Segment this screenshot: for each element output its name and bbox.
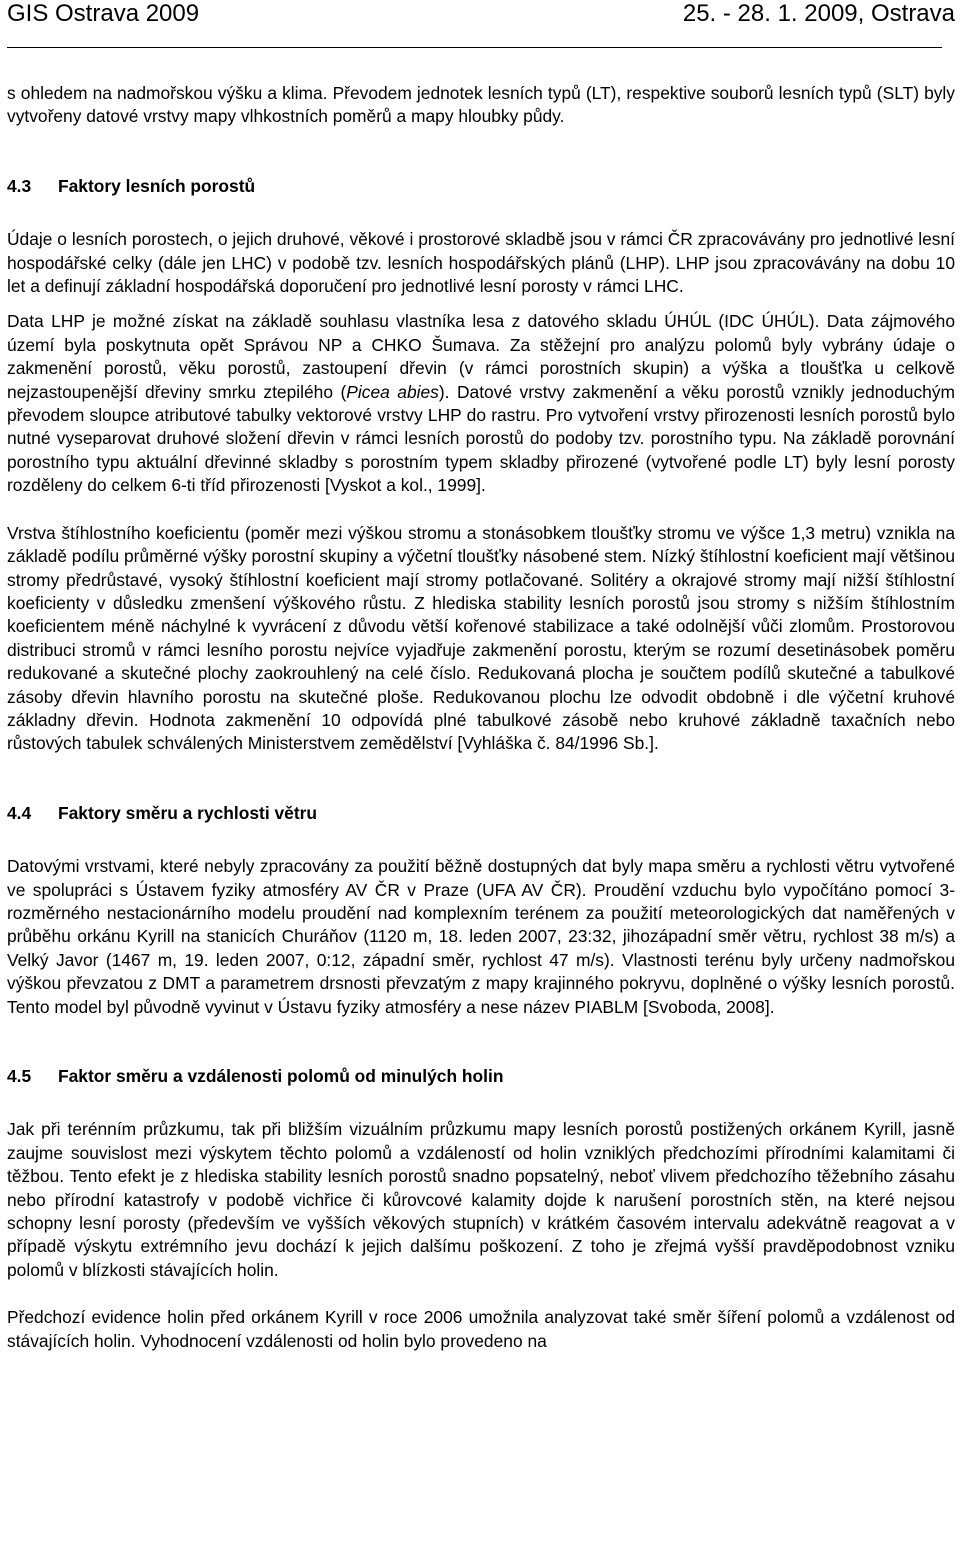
section-number: 4.3 (7, 175, 32, 196)
header-date-location: 25. - 28. 1. 2009, Ostrava (682, 0, 955, 27)
paragraph-4-5-1: Jak při terénním průzkumu, tak při bližším vizuálním průzkumu mapy lesních porostů postižených orkánem Kyrill, jasně zaujme souvislost mezi výskytem těchto polomů a vzdáleností od holin vzniklých předchozími přírodními kalamitami či těžbou. Tento efekt je z hlediska stability lesních porostů snadno popsatelný, neboť vlivem předchozího těžebního zásahu nebo přírodní katastrofy v podobě vichřice či kůrovcové kalamity dojde k narušení porostních stěn, na které nejsou schopny lesní porosty (především ve vyšších věkových stupních) v krátkém časovém intervalu adekvátně reagovat a v případě výskytu extrémního jevu dochází k jejich dalšímu poškození. Z toho je zřejmá vyšší pravděpodobnost vzniku polomů v blízkosti stávajících holin. (7, 1119, 955, 1280)
section-title: Faktory lesních porostů (58, 175, 256, 196)
header-conference-title: GIS Ostrava 2009 (7, 0, 200, 27)
section-number: 4.5 (7, 1066, 32, 1086)
paragraph-text: ). Datové vrstvy zakmenění a věku porostů vznikly jednoduchým převodem sloupce atributové tabulky vektorové vrstvy LHP do rastru. Pro vytvoření vrstvy přirozenosti lesních porostů bylo nutné vyseparovat druhové složení dřevin v rámci lesních porostů do podoby tzv. porostního typu. Na základě porovnání porostního typu aktuální dřevinné skladby s porostním typem skladby přirozené (vytvořené podle LT) byly lesní porosty rozděleny do celkem 6-ti tříd přirozenosti [Vyskot a kol., 1999]. (7, 381, 955, 496)
header-rule (7, 47, 942, 48)
section-heading-4-5 (7, 1065, 955, 1088)
paragraph-text: Data LHP je možné získat na základě souhlasu vlastníka lesa z datového skladu ÚHÚL (IDC ÚHÚL). Data zájmového území byla poskytnuta opět Správou NP a CHKO Šumava. Za stěžejní pro analýzu polomů byly vybrány údaje o zakmenění porostů, věku porostů, zastoupení dřevin (v rámci porostních skupin) a výška a tloušťka u celkově nejzastoupenější dřeviny smrku ztepilého ( (7, 311, 955, 402)
section-title: Faktory směru a rychlosti větru (58, 802, 318, 823)
paragraph-4-3-2 (7, 310, 955, 497)
section-title: Faktor směru a vzdálenosti polomů od minulých holin (58, 1066, 504, 1086)
paragraph-intro: s ohledem na nadmořskou výšku a klima. Převodem jednotek lesních typů (LT), respektive souborů lesních typů (SLT) byly vytvořeny datové vrstvy mapy vlhkostních poměrů a mapy hloubky půdy. (7, 83, 955, 127)
paragraph-4-3-1: Údaje o lesních porostech, o jejich druhové, věkové i prostorové skladbě jsou v rámci ČR zpracovávány pro jednotlivé lesní hospodářské celky (dále jen LHC) v podobě tzv. lesních hospodářských plánů (LHP). LHP jsou zpracovávány na dobu 10 let a definují základní hospodářská doporučení pro jednotlivé lesní porosty v rámci LHC. (7, 229, 955, 297)
paragraph-4-4-1: Datovými vrstvami, které nebyly zpracovány za použití běžně dostupných dat byly mapa směru a rychlosti větru vytvořené ve spolupráci s Ústavem fyziky atmosféry AV ČR v Praze (UFA AV ČR). Proudění vzduchu bylo vypočítáno pomocí 3-rozměrného nestacionárního modelu proudění nad komplexním terénem za použití meteorologických dat naměřených v průběhu orkánu Kyrill na stanicích Churáňov (1120 m, 18. leden 2007, 23:32, jihozápadní směr větru, rychlost 38 m/s) a Velký Javor (1467 m, 19. leden 2007, 0:12, západní směr, rychlost 47 m/s). Vlastnosti terénu byly určeny nadmořskou výškou převzatou z DMT a parametrem drsnosti převzatým z mapy krajinného pokryvu, doplněné o výšky lesních porostů. Tento model byl původně vyvinut v Ústavu fyziky atmosféry a nese název PIABLM [Svoboda, 2008]. (7, 856, 955, 1017)
section-heading-4-3 (7, 175, 955, 198)
paragraph-4-3-3: Vrstva štíhlostního koeficientu (poměr mezi výškou stromu a stonásobkem tloušťky stromu ve výšce 1,3 metru) vznikla na základě podílu průměrné výšky porostní skupiny a výčetní tloušťky násobené stem. Nízký štíhlostní koeficient mají většinou stromy předrůstavé, vysoký štíhlostní koeficient mají stromy potlačované. Solitéry a okrajové stromy mají nižší štíhlostní koeficienty v důsledku zmenšení výškového růstu. Z hlediska stability lesních porostů jsou stromy s nižším štíhlostním koeficientem méně náchylné k vyvrácení z důvodu větší kořenové stabilizace a také odolnější vůči zlomům. Prostorovou distribuci stromů v rámci lesního porostu nejvíce vyjadřuje zakmenění porostu, kterým se rozumí desetinásobek poměru redukované a skutečné plochy zaokrouhlený na celé číslo. Redukovaná plocha je součtem podílů skutečné a tabulkové zásoby dřevin hlavního porostu na skutečné ploše. Redukovanou plochu lze odvodit obdobně i dle výčetní kruhové základny dřevin. Hodnota zakmenění 10 odpovídá plné tabulkové zásobě nebo kruhové základně taxačních nebo růstových tabulek schválených Ministerstvem zemědělství [Vyhláška č. 84/1996 Sb.]. (7, 522, 956, 754)
page-header (7, 0, 955, 30)
section-number: 4.4 (7, 802, 32, 823)
document-body (7, 82, 955, 1353)
paragraph-4-5-2: Předchozí evidence holin před orkánem Kyrill v roce 2006 umožnila analyzovat také směr šíření polomů a vzdálenost od stávajících holin. Vyhodnocení vzdálenosti od holin bylo provedeno na (7, 1307, 955, 1351)
section-heading-4-4 (7, 802, 955, 825)
species-latin-name: Picea abies (346, 381, 439, 402)
